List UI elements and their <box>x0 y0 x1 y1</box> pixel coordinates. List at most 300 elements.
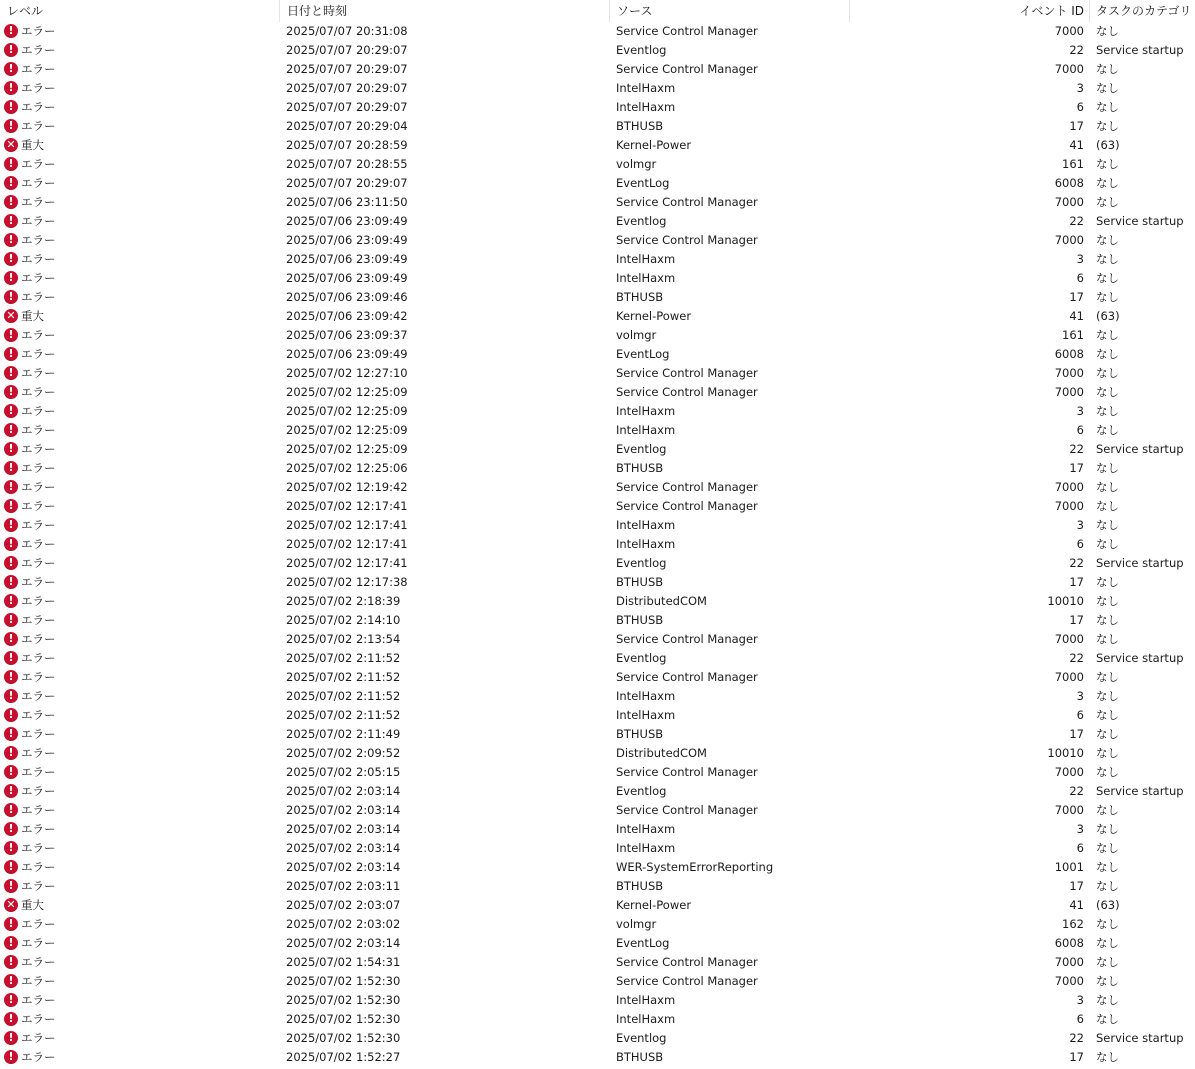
level-label: エラー <box>21 727 56 741</box>
date-time-cell: 2025/07/02 12:17:41 <box>286 499 408 513</box>
date-time-cell: 2025/07/02 12:25:09 <box>286 385 408 399</box>
level-cell <box>4 307 274 326</box>
source-cell: IntelHaxm <box>616 689 676 703</box>
error-icon: ! <box>4 746 18 760</box>
table-row[interactable] <box>0 839 1195 858</box>
source-cell: volmgr <box>616 157 657 171</box>
level-label: エラー <box>21 936 56 950</box>
table-row[interactable] <box>0 269 1195 288</box>
event-id-cell: 7000 <box>1054 366 1084 380</box>
error-icon: ! <box>4 917 18 931</box>
event-id-cell: 7000 <box>1054 765 1084 779</box>
task-category-cell: なし <box>1096 366 1119 380</box>
error-icon: ! <box>4 423 18 437</box>
date-time-cell: 2025/07/02 12:19:42 <box>286 480 408 494</box>
level-cell <box>4 288 274 307</box>
task-category-cell: なし <box>1096 480 1119 494</box>
level-cell <box>4 991 274 1010</box>
event-id-cell: 22 <box>1069 651 1084 665</box>
level-cell <box>4 231 274 250</box>
level-label: エラー <box>21 119 56 133</box>
source-cell: Eventlog <box>616 214 667 228</box>
level-label: エラー <box>21 233 56 247</box>
level-cell <box>4 117 274 136</box>
level-label: 重大 <box>21 898 44 912</box>
event-id-cell: 7000 <box>1054 974 1084 988</box>
source-cell: IntelHaxm <box>616 822 676 836</box>
source-cell: Eventlog <box>616 784 667 798</box>
level-label: エラー <box>21 1050 56 1064</box>
date-time-cell: 2025/07/02 2:11:52 <box>286 708 401 722</box>
date-time-cell: 2025/07/02 1:54:31 <box>286 955 401 969</box>
table-row[interactable] <box>0 1048 1195 1067</box>
event-id-cell: 22 <box>1069 1031 1084 1045</box>
level-label: エラー <box>21 651 56 665</box>
event-id-cell: 41 <box>1069 898 1084 912</box>
event-list <box>0 22 1195 1067</box>
task-category-cell: なし <box>1096 24 1119 38</box>
error-icon: ! <box>4 214 18 228</box>
level-cell <box>4 326 274 345</box>
table-row[interactable] <box>0 801 1195 820</box>
task-category-cell: なし <box>1096 537 1119 551</box>
table-row[interactable] <box>0 155 1195 174</box>
table-row[interactable] <box>0 896 1195 915</box>
table-row[interactable] <box>0 687 1195 706</box>
level-cell <box>4 877 274 896</box>
event-id-cell: 17 <box>1069 575 1084 589</box>
date-time-cell: 2025/07/02 2:03:02 <box>286 917 401 931</box>
table-row[interactable] <box>0 174 1195 193</box>
task-category-cell: なし <box>1096 499 1119 513</box>
table-row[interactable] <box>0 22 1195 41</box>
level-cell <box>4 668 274 687</box>
error-icon: ! <box>4 841 18 855</box>
date-time-cell: 2025/07/02 2:05:15 <box>286 765 401 779</box>
source-cell: EventLog <box>616 347 670 361</box>
table-row[interactable] <box>0 725 1195 744</box>
source-cell: IntelHaxm <box>616 841 676 855</box>
table-row[interactable] <box>0 820 1195 839</box>
level-cell <box>4 155 274 174</box>
level-label: エラー <box>21 822 56 836</box>
level-cell <box>4 972 274 991</box>
source-cell: BTHUSB <box>616 119 664 133</box>
task-category-cell: なし <box>1096 803 1119 817</box>
table-row[interactable] <box>0 326 1195 345</box>
date-time-cell: 2025/07/06 23:09:49 <box>286 214 408 228</box>
task-category-cell: なし <box>1096 100 1119 114</box>
level-label: エラー <box>21 803 56 817</box>
source-cell: IntelHaxm <box>616 271 676 285</box>
level-cell <box>4 440 274 459</box>
level-label: 重大 <box>21 138 44 152</box>
event-id-cell: 3 <box>1076 404 1084 418</box>
event-id-cell: 3 <box>1076 993 1084 1007</box>
event-id-cell: 17 <box>1069 727 1084 741</box>
source-cell: Service Control Manager <box>616 195 758 209</box>
error-icon: ! <box>4 784 18 798</box>
table-row[interactable] <box>0 288 1195 307</box>
source-cell: BTHUSB <box>616 290 664 304</box>
event-id-cell: 7000 <box>1054 62 1084 76</box>
table-row[interactable] <box>0 592 1195 611</box>
level-cell <box>4 763 274 782</box>
error-icon: ! <box>4 1050 18 1064</box>
level-label: エラー <box>21 689 56 703</box>
table-row[interactable] <box>0 345 1195 364</box>
table-row[interactable] <box>0 421 1195 440</box>
event-id-cell: 6 <box>1076 271 1084 285</box>
level-cell <box>4 592 274 611</box>
level-label: エラー <box>21 993 56 1007</box>
table-row[interactable] <box>0 554 1195 573</box>
source-cell: Service Control Manager <box>616 62 758 76</box>
error-icon: ! <box>4 328 18 342</box>
table-row[interactable] <box>0 41 1195 60</box>
level-label: エラー <box>21 480 56 494</box>
table-row[interactable] <box>0 858 1195 877</box>
level-label: エラー <box>21 328 56 342</box>
event-id-cell: 41 <box>1069 138 1084 152</box>
table-row[interactable] <box>0 953 1195 972</box>
level-label: エラー <box>21 423 56 437</box>
task-category-cell: なし <box>1096 765 1119 779</box>
level-cell <box>4 1029 274 1048</box>
level-label: エラー <box>21 1031 56 1045</box>
level-label: エラー <box>21 518 56 532</box>
table-row[interactable] <box>0 459 1195 478</box>
critical-icon: ✕ <box>4 309 18 323</box>
event-id-cell: 3 <box>1076 252 1084 266</box>
table-row[interactable] <box>0 440 1195 459</box>
source-cell: volmgr <box>616 917 657 931</box>
level-cell <box>4 706 274 725</box>
date-time-cell: 2025/07/06 23:09:37 <box>286 328 408 342</box>
column-header-date[interactable]: 日付と時刻 <box>280 0 610 22</box>
level-label: エラー <box>21 632 56 646</box>
column-header-bar <box>0 0 1195 22</box>
source-cell: WER-SystemErrorReporting <box>616 860 774 874</box>
error-icon: ! <box>4 119 18 133</box>
source-cell: BTHUSB <box>616 575 664 589</box>
event-id-cell: 7000 <box>1054 499 1084 513</box>
task-category-cell: なし <box>1096 974 1119 988</box>
date-time-cell: 2025/07/06 23:09:49 <box>286 271 408 285</box>
table-row[interactable] <box>0 877 1195 896</box>
date-time-cell: 2025/07/02 2:11:49 <box>286 727 401 741</box>
date-time-cell: 2025/07/06 23:09:49 <box>286 252 408 266</box>
table-row[interactable] <box>0 402 1195 421</box>
level-cell <box>4 953 274 972</box>
source-cell: Service Control Manager <box>616 803 758 817</box>
table-row[interactable] <box>0 744 1195 763</box>
task-category-cell: (63) <box>1096 898 1120 912</box>
table-row[interactable] <box>0 250 1195 269</box>
task-category-cell: (63) <box>1096 309 1120 323</box>
event-id-cell: 22 <box>1069 43 1084 57</box>
level-cell <box>4 725 274 744</box>
error-icon: ! <box>4 955 18 969</box>
table-row[interactable] <box>0 60 1195 79</box>
level-cell <box>4 782 274 801</box>
date-time-cell: 2025/07/02 12:25:09 <box>286 442 408 456</box>
error-icon: ! <box>4 290 18 304</box>
level-cell <box>4 820 274 839</box>
level-cell <box>4 364 274 383</box>
date-time-cell: 2025/07/02 12:25:09 <box>286 423 408 437</box>
level-label: エラー <box>21 62 56 76</box>
task-category-cell: なし <box>1096 290 1119 304</box>
table-row[interactable] <box>0 668 1195 687</box>
event-id-cell: 7000 <box>1054 195 1084 209</box>
date-time-cell: 2025/07/02 1:52:27 <box>286 1050 401 1064</box>
date-time-cell: 2025/07/02 12:17:38 <box>286 575 408 589</box>
event-id-cell: 7000 <box>1054 670 1084 684</box>
level-label: エラー <box>21 43 56 57</box>
level-cell <box>4 402 274 421</box>
column-header-event-id[interactable]: イベント ID <box>850 0 1090 22</box>
event-id-cell: 1001 <box>1054 860 1084 874</box>
error-icon: ! <box>4 613 18 627</box>
date-time-cell: 2025/07/07 20:31:08 <box>286 24 408 38</box>
level-cell <box>4 79 274 98</box>
event-id-cell: 7000 <box>1054 24 1084 38</box>
level-cell <box>4 421 274 440</box>
task-category-cell: なし <box>1096 879 1119 893</box>
date-time-cell: 2025/07/07 20:28:55 <box>286 157 408 171</box>
source-cell: IntelHaxm <box>616 708 676 722</box>
task-category-cell: なし <box>1096 860 1119 874</box>
date-time-cell: 2025/07/02 2:09:52 <box>286 746 401 760</box>
level-label: エラー <box>21 955 56 969</box>
error-icon: ! <box>4 632 18 646</box>
level-label: エラー <box>21 784 56 798</box>
task-category-cell: なし <box>1096 385 1119 399</box>
level-label: エラー <box>21 214 56 228</box>
table-row[interactable] <box>0 611 1195 630</box>
table-row[interactable] <box>0 782 1195 801</box>
task-category-cell: Service startup <box>1096 784 1184 798</box>
level-cell <box>4 934 274 953</box>
date-time-cell: 2025/07/02 1:52:30 <box>286 974 401 988</box>
source-cell: IntelHaxm <box>616 100 676 114</box>
date-time-cell: 2025/07/02 1:52:30 <box>286 1031 401 1045</box>
level-cell <box>4 744 274 763</box>
level-label: エラー <box>21 917 56 931</box>
source-cell: Service Control Manager <box>616 366 758 380</box>
task-category-cell: なし <box>1096 328 1119 342</box>
table-row[interactable] <box>0 706 1195 725</box>
error-icon: ! <box>4 936 18 950</box>
error-icon: ! <box>4 708 18 722</box>
error-icon: ! <box>4 24 18 38</box>
level-label: エラー <box>21 195 56 209</box>
source-cell: Service Control Manager <box>616 670 758 684</box>
event-id-cell: 7000 <box>1054 955 1084 969</box>
table-row[interactable] <box>0 117 1195 136</box>
source-cell: IntelHaxm <box>616 537 676 551</box>
task-category-cell: なし <box>1096 461 1119 475</box>
date-time-cell: 2025/07/06 23:11:50 <box>286 195 408 209</box>
table-row[interactable] <box>0 193 1195 212</box>
task-category-cell: Service startup <box>1096 556 1184 570</box>
level-label: エラー <box>21 613 56 627</box>
level-label: エラー <box>21 1012 56 1026</box>
level-cell <box>4 60 274 79</box>
level-cell <box>4 22 274 41</box>
table-row[interactable] <box>0 915 1195 934</box>
event-id-cell: 7000 <box>1054 480 1084 494</box>
source-cell: BTHUSB <box>616 727 664 741</box>
event-id-cell: 6 <box>1076 537 1084 551</box>
error-icon: ! <box>4 689 18 703</box>
table-row[interactable] <box>0 383 1195 402</box>
error-icon: ! <box>4 195 18 209</box>
event-id-cell: 3 <box>1076 689 1084 703</box>
date-time-cell: 2025/07/07 20:29:04 <box>286 119 408 133</box>
error-icon: ! <box>4 442 18 456</box>
table-row[interactable] <box>0 934 1195 953</box>
column-header-source[interactable]: ソース <box>610 0 850 22</box>
column-header-level[interactable]: レベル <box>0 0 280 22</box>
event-id-cell: 6 <box>1076 423 1084 437</box>
level-cell <box>4 478 274 497</box>
error-icon: ! <box>4 480 18 494</box>
error-icon: ! <box>4 860 18 874</box>
level-cell <box>4 41 274 60</box>
source-cell: Service Control Manager <box>616 765 758 779</box>
event-id-cell: 17 <box>1069 461 1084 475</box>
date-time-cell: 2025/07/02 2:03:14 <box>286 936 401 950</box>
level-label: 重大 <box>21 309 44 323</box>
table-row[interactable] <box>0 573 1195 592</box>
error-icon: ! <box>4 594 18 608</box>
level-label: エラー <box>21 366 56 380</box>
error-icon: ! <box>4 556 18 570</box>
table-row[interactable] <box>0 1029 1195 1048</box>
date-time-cell: 2025/07/07 20:29:07 <box>286 100 408 114</box>
level-label: エラー <box>21 176 56 190</box>
source-cell: IntelHaxm <box>616 81 676 95</box>
error-icon: ! <box>4 385 18 399</box>
source-cell: DistributedCOM <box>616 746 707 760</box>
task-category-cell: なし <box>1096 119 1119 133</box>
table-row[interactable] <box>0 98 1195 117</box>
level-label: エラー <box>21 442 56 456</box>
table-row[interactable] <box>0 79 1195 98</box>
error-icon: ! <box>4 670 18 684</box>
event-id-cell: 41 <box>1069 309 1084 323</box>
date-time-cell: 2025/07/02 2:18:39 <box>286 594 401 608</box>
error-icon: ! <box>4 765 18 779</box>
table-row[interactable] <box>0 478 1195 497</box>
table-row[interactable] <box>0 991 1195 1010</box>
event-id-cell: 6 <box>1076 841 1084 855</box>
source-cell: IntelHaxm <box>616 404 676 418</box>
error-icon: ! <box>4 271 18 285</box>
level-label: エラー <box>21 461 56 475</box>
table-row[interactable] <box>0 649 1195 668</box>
table-row[interactable] <box>0 307 1195 326</box>
date-time-cell: 2025/07/02 12:17:41 <box>286 556 408 570</box>
column-header-task-category[interactable]: タスクのカテゴリ <box>1096 4 1192 18</box>
table-row[interactable] <box>0 630 1195 649</box>
date-time-cell: 2025/07/06 23:09:49 <box>286 233 408 247</box>
level-label: エラー <box>21 347 56 361</box>
source-cell: EventLog <box>616 936 670 950</box>
date-time-cell: 2025/07/02 2:03:14 <box>286 841 401 855</box>
task-category-cell: なし <box>1096 670 1119 684</box>
event-id-cell: 22 <box>1069 442 1084 456</box>
date-time-cell: 2025/07/02 2:03:14 <box>286 860 401 874</box>
level-cell <box>4 896 274 915</box>
level-label: エラー <box>21 24 56 38</box>
table-row[interactable] <box>0 212 1195 231</box>
level-cell <box>4 174 274 193</box>
source-cell: IntelHaxm <box>616 252 676 266</box>
source-cell: Service Control Manager <box>616 499 758 513</box>
level-label: エラー <box>21 575 56 589</box>
error-icon: ! <box>4 62 18 76</box>
event-id-cell: 10010 <box>1047 594 1084 608</box>
level-cell <box>4 801 274 820</box>
error-icon: ! <box>4 366 18 380</box>
date-time-cell: 2025/07/02 12:25:09 <box>286 404 408 418</box>
source-cell: IntelHaxm <box>616 518 676 532</box>
source-cell: Kernel-Power <box>616 898 692 912</box>
source-cell: Eventlog <box>616 556 667 570</box>
date-time-cell: 2025/07/07 20:28:59 <box>286 138 408 152</box>
table-row[interactable] <box>0 516 1195 535</box>
source-cell: Kernel-Power <box>616 309 692 323</box>
table-row[interactable] <box>0 136 1195 155</box>
table-row[interactable] <box>0 1010 1195 1029</box>
source-cell: IntelHaxm <box>616 1012 676 1026</box>
event-id-cell: 7000 <box>1054 632 1084 646</box>
task-category-cell: なし <box>1096 822 1119 836</box>
error-icon: ! <box>4 803 18 817</box>
date-time-cell: 2025/07/07 20:29:07 <box>286 62 408 76</box>
date-time-cell: 2025/07/02 1:52:30 <box>286 993 401 1007</box>
task-category-cell: Service startup <box>1096 214 1184 228</box>
event-id-cell: 17 <box>1069 613 1084 627</box>
level-label: エラー <box>21 81 56 95</box>
source-cell: EventLog <box>616 176 670 190</box>
level-cell <box>4 915 274 934</box>
level-label: エラー <box>21 879 56 893</box>
error-icon: ! <box>4 404 18 418</box>
table-row[interactable] <box>0 231 1195 250</box>
error-icon: ! <box>4 518 18 532</box>
table-row[interactable] <box>0 972 1195 991</box>
event-id-cell: 22 <box>1069 784 1084 798</box>
error-icon: ! <box>4 499 18 513</box>
date-time-cell: 2025/07/07 20:29:07 <box>286 81 408 95</box>
table-row[interactable] <box>0 763 1195 782</box>
table-row[interactable] <box>0 535 1195 554</box>
table-row[interactable] <box>0 497 1195 516</box>
date-time-cell: 2025/07/02 2:03:14 <box>286 822 401 836</box>
event-id-cell: 7000 <box>1054 233 1084 247</box>
level-label: エラー <box>21 404 56 418</box>
error-icon: ! <box>4 100 18 114</box>
task-category-cell: なし <box>1096 233 1119 247</box>
event-id-cell: 6008 <box>1054 347 1084 361</box>
level-label: エラー <box>21 841 56 855</box>
table-row[interactable] <box>0 364 1195 383</box>
level-label: エラー <box>21 499 56 513</box>
